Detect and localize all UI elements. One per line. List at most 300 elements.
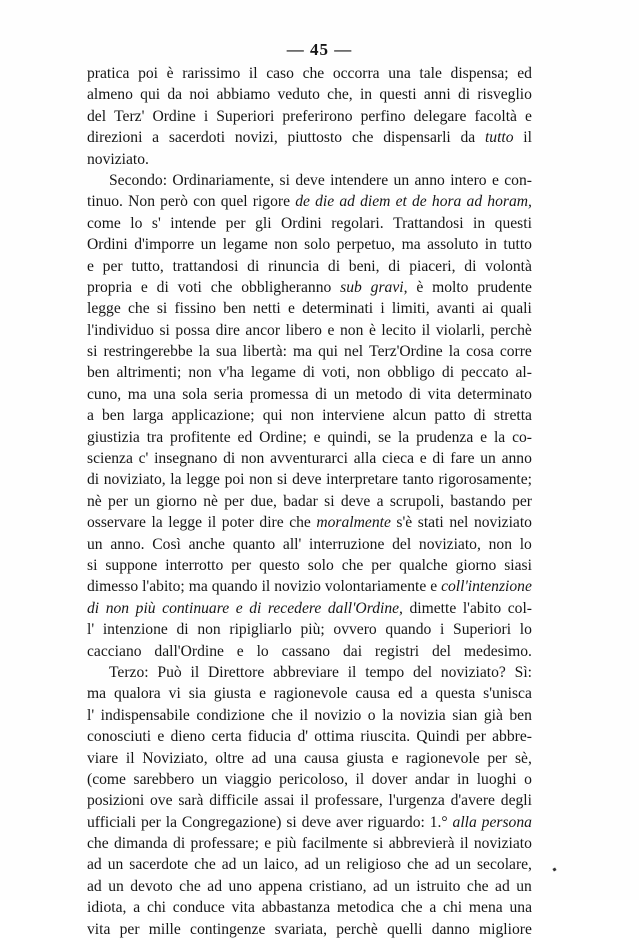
word: qui — [262, 407, 283, 425]
word: ed — [237, 428, 253, 446]
word: Terz' — [114, 107, 145, 125]
word: direzioni — [87, 129, 143, 147]
word: per — [512, 492, 532, 510]
word: non — [249, 471, 273, 489]
word: deve — [292, 471, 322, 489]
word: i — [440, 621, 445, 639]
word: e — [327, 321, 335, 339]
word: giusta — [346, 749, 384, 767]
word: nè — [203, 492, 218, 510]
word: ad — [373, 877, 388, 895]
word: religioso — [346, 856, 402, 874]
word: che — [289, 514, 311, 532]
word: qui — [318, 343, 339, 361]
word: un — [333, 385, 350, 403]
word: bastando — [450, 492, 506, 510]
word: sarebbero — [133, 770, 195, 788]
word: abbiamo — [216, 86, 271, 104]
word: un — [480, 450, 496, 468]
word: questa — [435, 685, 476, 703]
word: mena — [468, 899, 503, 917]
word: migliore — [479, 920, 532, 938]
word: del — [431, 642, 452, 660]
word: che — [194, 856, 216, 874]
word: per — [140, 813, 161, 831]
word: che — [87, 835, 109, 853]
word: metodo — [355, 385, 403, 403]
word: col- — [507, 599, 532, 617]
word: intendere — [330, 171, 389, 189]
word: di — [247, 257, 260, 275]
word: in — [359, 86, 373, 104]
word: novizia — [399, 706, 446, 724]
word: nè — [87, 492, 102, 510]
word: ma — [87, 685, 107, 703]
word: poter — [221, 514, 254, 532]
word: giorno — [156, 492, 197, 510]
word: perpetuo, — [336, 236, 396, 254]
word: un — [107, 856, 124, 874]
word: interviene — [322, 407, 385, 425]
word: solo — [304, 236, 331, 254]
word: c' — [138, 450, 149, 468]
word: l'individuo — [87, 321, 154, 339]
word: die — [315, 193, 335, 211]
word: tutto — [503, 236, 532, 254]
word: Direttore — [208, 663, 265, 681]
word: hora — [431, 193, 462, 211]
word: se — [378, 428, 392, 446]
word: quel — [220, 193, 248, 211]
word: in — [484, 236, 497, 254]
text-line — [87, 234, 532, 255]
text-line — [87, 683, 532, 704]
word: degli — [500, 792, 532, 810]
word: di — [87, 471, 100, 489]
word: noviziato, — [418, 535, 481, 553]
word: continuare — [162, 599, 230, 617]
word: qualche — [399, 556, 448, 574]
word: sarà — [178, 792, 204, 810]
word: facilmente — [301, 835, 368, 853]
word: rarissimo — [182, 65, 241, 82]
word: s'unisca — [483, 685, 532, 703]
text-line — [87, 213, 532, 234]
word: Quindi — [416, 728, 460, 746]
text-line — [87, 662, 532, 683]
word: Ordini — [87, 236, 128, 254]
word: sè, — [514, 749, 532, 767]
word: Sì: — [514, 663, 532, 681]
word: il — [299, 706, 309, 724]
word: legge — [87, 300, 121, 318]
word: una — [153, 385, 176, 403]
word: quanto — [232, 535, 276, 553]
word: dai — [342, 642, 363, 660]
word: il — [355, 770, 365, 788]
word: tutto — [484, 129, 514, 147]
word: per — [224, 492, 245, 510]
word: tanto — [402, 471, 434, 489]
word: ovvero — [333, 621, 377, 639]
word: i — [203, 107, 209, 125]
word: Ordine; — [259, 428, 307, 446]
word: posizioni — [87, 792, 145, 810]
word: Trattandosi — [393, 214, 464, 232]
word: già — [483, 706, 503, 724]
word: o — [367, 706, 376, 724]
word: viare — [87, 749, 119, 767]
text-line — [87, 555, 532, 576]
text-line — [87, 833, 532, 854]
word: causa — [304, 749, 339, 767]
word: persona — [481, 813, 532, 831]
word: l'urgenza — [388, 792, 445, 810]
word: si — [372, 835, 384, 853]
word: di — [302, 364, 315, 382]
word: noviziato — [473, 835, 532, 853]
text-line — [87, 748, 532, 769]
word: fiducia — [247, 728, 292, 746]
word: ad — [495, 877, 510, 895]
word: badar — [283, 492, 318, 510]
word: profitente — [170, 428, 231, 446]
word: cacciano — [87, 642, 142, 660]
word: e — [157, 728, 165, 746]
text-line — [87, 448, 532, 469]
word: e — [287, 300, 295, 318]
word: anno. — [110, 535, 145, 553]
word: un — [134, 492, 150, 510]
word: interpretare — [326, 471, 399, 489]
word: volontà — [485, 257, 532, 275]
word: s' — [151, 214, 161, 232]
word: da — [460, 129, 476, 147]
text-line — [87, 897, 532, 918]
word: possa — [175, 321, 211, 339]
word: due, — [250, 492, 277, 510]
word: dimesso — [87, 578, 139, 596]
word: determinato — [457, 385, 532, 403]
word: il — [459, 835, 469, 853]
word: beni, — [348, 257, 380, 275]
word: ufficiali — [87, 813, 137, 831]
word: la — [493, 428, 506, 446]
word: e — [430, 578, 438, 596]
word: intenzione — [102, 621, 168, 639]
page-number: — 45 — — [286, 40, 353, 59]
word: di — [315, 385, 328, 403]
word: la — [151, 514, 163, 532]
word: è — [166, 65, 174, 82]
text-line — [87, 812, 532, 833]
word: lo — [519, 535, 532, 553]
text-line — [87, 854, 532, 875]
text-line — [87, 534, 532, 555]
word: e — [236, 642, 244, 660]
word: il — [248, 65, 258, 82]
word: il — [125, 749, 135, 767]
word: uno — [228, 877, 252, 895]
word: di — [473, 407, 486, 425]
word: che — [179, 877, 201, 895]
word: ad — [221, 856, 237, 874]
word: si — [87, 343, 98, 361]
word: propria — [87, 278, 133, 296]
text-line — [87, 876, 532, 897]
word: mille — [148, 920, 181, 938]
word: un — [455, 856, 471, 874]
word: indispensabile — [100, 706, 190, 724]
word: di — [87, 599, 100, 617]
text-line — [87, 705, 532, 726]
text-line — [87, 106, 532, 127]
word: tra — [146, 428, 164, 446]
word: più — [135, 599, 156, 617]
word: vi — [168, 685, 181, 703]
word: il — [261, 578, 271, 596]
word: si — [324, 492, 335, 510]
word: corre — [499, 343, 532, 361]
word: deve — [295, 171, 325, 189]
word: diem — [360, 193, 391, 211]
word: seria — [213, 385, 244, 403]
word: scienza — [87, 450, 133, 468]
word: medesimo. — [463, 642, 532, 660]
word: nel — [449, 514, 469, 532]
word: professare; — [190, 835, 259, 853]
word: Secondo: — [109, 171, 168, 189]
word: alcun — [392, 407, 427, 425]
text-line — [87, 256, 532, 277]
word: noviziato, — [103, 471, 166, 489]
word: stati — [417, 514, 444, 532]
word: cristiano, — [308, 877, 367, 895]
word: all' — [282, 535, 302, 553]
word: abbreviare — [273, 663, 339, 681]
word: regolari. — [331, 214, 384, 232]
word: non — [274, 236, 298, 254]
word: questo — [259, 556, 300, 574]
word: perchè — [336, 920, 378, 938]
word: ed — [517, 65, 532, 82]
word: d'imporre — [134, 236, 195, 254]
word: e — [235, 599, 243, 617]
word: ben — [87, 364, 110, 382]
text-line — [87, 919, 532, 940]
word: avventurarci — [270, 450, 348, 468]
word: non — [105, 599, 130, 617]
word: ove — [150, 792, 173, 810]
word: legge — [168, 514, 203, 532]
word: di — [464, 257, 477, 275]
word: quali — [500, 300, 532, 318]
word: obbligheranno — [241, 278, 332, 296]
word: avanti — [436, 300, 475, 318]
word: questi — [494, 214, 532, 232]
word: abbre- — [492, 728, 532, 746]
word: condizione — [196, 706, 265, 724]
word: risveglio — [477, 86, 532, 104]
word: non — [240, 450, 265, 468]
word: novizio — [314, 706, 362, 724]
word: di — [409, 385, 422, 403]
word: libertà: — [242, 343, 287, 361]
word: sua — [215, 343, 237, 361]
word: Così — [152, 535, 181, 553]
word: legge — [186, 471, 220, 489]
word: almeno — [87, 86, 133, 104]
word: si — [87, 556, 98, 574]
word: interrotto — [165, 556, 224, 574]
word: vita — [231, 899, 255, 917]
word: difficile — [209, 792, 259, 810]
word: è — [416, 278, 424, 296]
word: si — [286, 813, 297, 831]
word: tutto, — [131, 257, 164, 275]
word: metodica — [336, 899, 395, 917]
word: che — [400, 899, 423, 917]
word: e — [140, 278, 148, 296]
text-line — [87, 576, 532, 597]
word: non — [197, 621, 221, 639]
text-line — [87, 84, 532, 105]
word: per — [108, 492, 128, 510]
word: laico, — [264, 856, 299, 874]
word: sacerdote — [129, 856, 189, 874]
word: non — [290, 407, 315, 425]
word: non — [357, 364, 381, 382]
word: un — [200, 236, 217, 254]
word: sia — [188, 685, 207, 703]
word: una — [388, 65, 411, 82]
word: poi — [138, 65, 158, 82]
word: volontariamente — [324, 578, 427, 596]
word: il — [421, 321, 431, 339]
word: Superiori — [216, 107, 275, 125]
word: et — [395, 193, 407, 211]
word: noi — [189, 86, 210, 104]
word: dimanda — [113, 835, 168, 853]
word: a — [133, 899, 141, 917]
word: de — [412, 193, 427, 211]
word: scrupoli, — [389, 492, 444, 510]
word: una — [273, 749, 297, 767]
word: per — [465, 728, 486, 746]
word: anche — [188, 535, 225, 553]
word: il — [347, 663, 357, 681]
word: moralmente — [316, 514, 391, 532]
word: limiti, — [391, 300, 430, 318]
word: d' — [297, 728, 309, 746]
word: gravi, — [370, 278, 408, 296]
word: causa — [355, 685, 391, 703]
word: ad — [207, 877, 222, 895]
word: ai — [482, 300, 494, 318]
word: rigorosamente; — [438, 471, 532, 489]
word: ancor — [245, 321, 281, 339]
word: qualora — [113, 685, 161, 703]
word: chi — [443, 899, 463, 917]
word: de — [295, 193, 310, 211]
word: dispensa; — [450, 65, 509, 82]
word: suppone — [105, 556, 158, 574]
word: coll'intenzione — [441, 578, 532, 596]
word: occorra — [332, 65, 380, 82]
word: lo — [519, 621, 532, 639]
word: deve — [301, 813, 332, 831]
word: cieca — [381, 450, 415, 468]
text-line — [87, 790, 532, 811]
word: danno — [431, 920, 470, 938]
word: un — [242, 856, 259, 874]
word: al- — [515, 364, 532, 382]
word: Non — [128, 193, 155, 211]
word: un — [201, 770, 218, 788]
word: ed — [397, 685, 413, 703]
text-line — [87, 598, 532, 619]
text-line — [87, 298, 532, 319]
word: cosa — [466, 343, 494, 361]
word: ben — [223, 300, 246, 318]
word: un — [394, 877, 410, 895]
word: svariata, — [274, 920, 327, 938]
word: vita — [87, 920, 111, 938]
text-line — [87, 63, 532, 84]
word: gli — [255, 214, 272, 232]
word: ad — [87, 856, 102, 874]
word: che — [351, 129, 374, 147]
word: quelli — [386, 920, 423, 938]
word: ben — [101, 407, 125, 425]
word: legame — [250, 364, 296, 382]
word: la — [448, 343, 461, 361]
word: che — [407, 856, 429, 874]
word: sacerdoti — [168, 129, 226, 147]
word: intero — [450, 171, 487, 189]
word: la — [170, 471, 182, 489]
text-line — [87, 149, 532, 170]
word: la — [165, 813, 178, 831]
word: dire — [215, 321, 240, 339]
word: molto — [432, 278, 469, 296]
word: tempo — [365, 663, 405, 681]
word: il — [300, 792, 309, 810]
word: in — [457, 770, 470, 788]
word: riuscita. — [360, 728, 411, 746]
word: e — [313, 428, 321, 446]
word: la — [198, 343, 210, 361]
word: o — [524, 770, 532, 788]
word: è — [368, 321, 376, 339]
word: delegare — [413, 107, 467, 125]
word: non — [488, 535, 512, 553]
word: e — [491, 171, 499, 189]
word: e — [480, 428, 488, 446]
word: sian — [452, 706, 478, 724]
word: co- — [512, 428, 532, 446]
word: a — [420, 685, 428, 703]
word: contingenze — [190, 920, 266, 938]
word: per — [231, 556, 252, 574]
word: per — [487, 749, 508, 767]
word: a — [376, 492, 384, 510]
word: oltre — [215, 749, 244, 767]
word: perchè — [490, 321, 532, 339]
word: aver — [335, 813, 363, 831]
word: vita — [427, 385, 451, 403]
word: tinuo. — [87, 193, 123, 211]
